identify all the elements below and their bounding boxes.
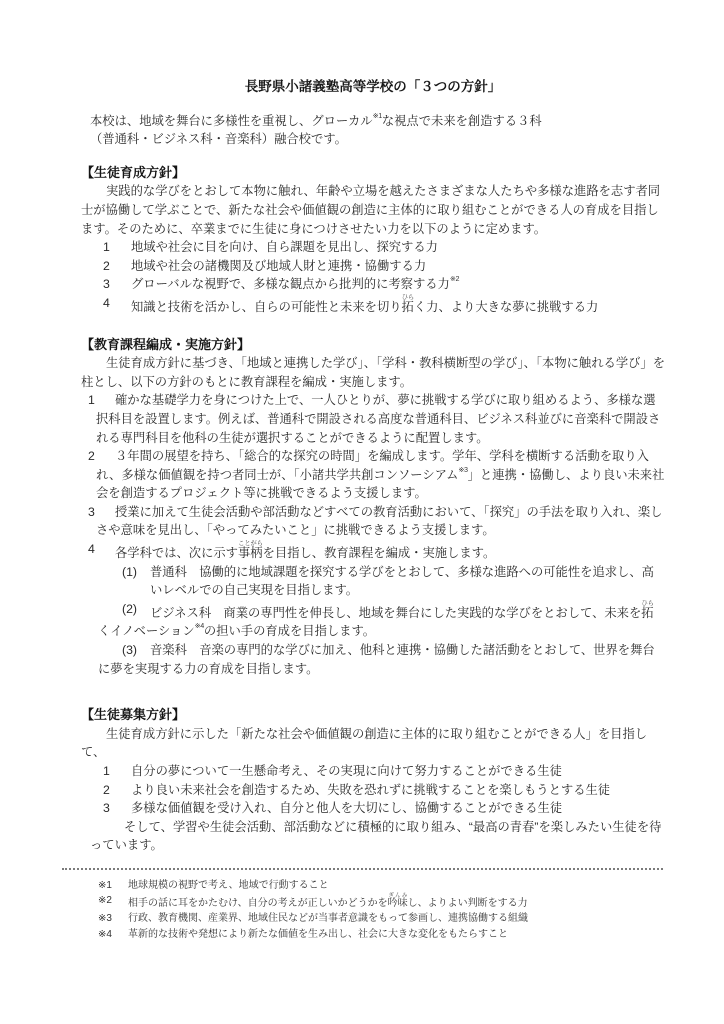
ruby-base: 拓 [641, 605, 654, 620]
list-item [81, 540, 665, 563]
item-text [131, 275, 665, 294]
footnote-text-pre: 相手の話に耳をかたむけ、自分の考えが正しいかどうかを [128, 898, 388, 910]
intro-paragraph [90, 112, 665, 149]
list-item [81, 447, 665, 503]
item-number: (3) [122, 643, 138, 658]
section-heading-ikusei: 【生徒育成方針】 [81, 164, 186, 180]
ruby-furigana: ひら [641, 599, 654, 607]
item-text: 地域や社会に目を向け、自ら課題を見出し、探究する力 [131, 240, 438, 255]
intro-text: 本校は、地域を舞台に多様性を重視し、グローカル [90, 113, 373, 128]
item-text [131, 294, 665, 317]
list-item [81, 238, 665, 257]
item-text: 授業に加えて生徒会活動や部活動などすべての教育活動において、「探究」の手法を取り入れ、楽しさや意味を見出し、「やってみたいこと」に挑戦できるよう支援します。 [96, 504, 663, 538]
footnote-4 [98, 927, 665, 942]
footnote-text [128, 893, 665, 911]
section-heading-katei: 【教育課程編成・実施方針】 [81, 336, 251, 352]
intro-line-1 [90, 112, 665, 131]
item-text-post: を目指し、教育課程を編成・実施します。 [262, 546, 496, 561]
footnotes [98, 878, 665, 942]
list-item [81, 294, 665, 317]
item-number: 1 [88, 393, 95, 408]
doc-title: 長野県小諸義塾高等学校の「３つの方針」 [244, 79, 502, 94]
ruby-ginmi [387, 893, 408, 910]
recruit-closing: そして、学習や生徒会活動、部活動などに積極的に取り組み、“最高の青春”を楽しみたい生徒を待っています。 [90, 819, 662, 853]
item-text-post: の担い手の育成を目指します。 [203, 624, 376, 639]
item-number: 1 [103, 764, 110, 778]
ruby-hiraku [401, 293, 414, 314]
item-number: 4 [103, 295, 110, 310]
list-item [81, 391, 665, 447]
footnote-1 [98, 878, 665, 893]
footnote-marker: ※1 [98, 879, 112, 891]
item-text: 確かな基礎学力を身につけた上で、一人ひとりが、夢に挑戦する学びに取り組めるよう、多様な選択科目を設置します。例えば、普通科で開設される高度な普通科目、ビジネス科並びに音楽科で開設される専門科目を他科の生徒が選択することができるように配置します。 [96, 393, 661, 445]
item-text: 普通科 協働的に地域課題を探究する学びをとおして、多様な進路への可能性を追求し、高いレベルでの自己実現を目指します。 [150, 564, 654, 598]
item-text: より良い未来社会を創造するため、失敗を恐れずに挑戦することを楽しもうとする生徒 [131, 782, 611, 797]
item-text-post: 」と連携・協働し、より良い未来社会を創造するプロジェクト等に挑戦できるよう支援します。 [96, 467, 665, 501]
item-number: 2 [103, 782, 110, 797]
footnote-marker: ※3 [98, 913, 112, 925]
ruby-kotogara [237, 540, 263, 561]
item-text: 自分の夢について一生懸命考え、その実現に向けて努力することができる生徒 [131, 764, 562, 778]
ruby-hiraku [641, 599, 654, 620]
item-text-pre: ３年間の展望を持ち、「総合的な探究の時間」を編成します。学年、学科を横断する活動を取り入れ、多様な価値観を持つ者同士が、「小諸共学共創コンソーシアム [96, 449, 649, 482]
boshu-paragraph: 生徒育成方針に示した「新たな社会や価値観の創造に主体的に取り組むことができる人」を目指して、 [81, 726, 648, 760]
item-number: (2) [122, 601, 138, 616]
item-text-pre: ビジネス科 商業の専門性を伸長し、地域を舞台にした実践的な学びをとおして、未来を [150, 605, 642, 620]
item-text-mid: くイノベーション [98, 624, 195, 639]
list-item [81, 275, 665, 294]
intro-text-cont: な視点で未来を創造する３科 [381, 113, 542, 128]
ruby-furigana: ぎんみ [387, 893, 408, 900]
list-item [81, 257, 665, 276]
ruby-furigana: ひら [401, 293, 414, 301]
footnote-text: 革新的な技術や発想により新たな価値を生み出し、社会に大きな変化をもたらすこと [128, 928, 508, 940]
sub-list-item-ongaku [81, 641, 665, 678]
note-ref-3: ※3 [458, 464, 468, 474]
list-item [81, 781, 665, 800]
footnote-3 [98, 911, 665, 926]
item-number: 2 [88, 449, 95, 464]
item-text [98, 599, 654, 639]
footnote-marker: ※4 [98, 928, 112, 940]
footnote-2 [98, 893, 665, 911]
list-item [81, 762, 665, 781]
item-number: 3 [103, 277, 110, 292]
item-text-pre: 知識と技術を活かし、自らの可能性と未来を切り [131, 299, 402, 314]
item-text [96, 449, 664, 500]
item-number: 2 [103, 258, 110, 273]
ruby-base: 事柄 [237, 546, 263, 561]
item-text: 地域や社会の諸機関及び地域人財と連携・協働する力 [131, 258, 427, 273]
sub-list-item-futsuka [81, 563, 665, 600]
sub-list-item-business [81, 600, 665, 641]
item-text-post: く力、より大きな夢に挑戦する力 [413, 299, 599, 314]
note-ref-1: ※1 [372, 110, 382, 120]
list-item [81, 503, 665, 540]
ruby-base: 吟味 [387, 898, 408, 910]
item-number: 1 [103, 240, 110, 255]
katei-paragraph: 生徒育成方針に基づき、「地域と連携した学び」、「学科・教科横断型の学び」、「本物に触れる学び」を柱とし、以下の方針のもとに教育課程を編成・実施します。 [81, 356, 666, 389]
item-text-main: グローバルな視野で、多様な観点から批判的に考察する力 [131, 277, 450, 292]
document-content [81, 78, 665, 942]
item-number: 3 [103, 801, 110, 816]
footnote-marker: ※2 [98, 895, 112, 907]
item-number: (1) [122, 564, 138, 579]
item-text [115, 540, 496, 561]
footnote-text: 行政、教育機関、産業界、地域住民などが当事者意識をもって参画し、連携協働する組織 [128, 913, 528, 925]
list-item [81, 799, 665, 818]
footnote-divider [62, 868, 663, 870]
item-text: 多様な価値観を受け入れ、自分と他人を大切にし、協働することができる生徒 [131, 801, 563, 816]
item-text-pre: 各学科では、次に示す [115, 546, 238, 561]
note-ref-4: ※4 [194, 621, 204, 631]
intro-line-2: （普通科・ビジネス科・音楽科）融合校です。 [90, 132, 347, 147]
section-heading-boshu: 【生徒募集方針】 [81, 707, 186, 723]
ruby-furigana: ことがら [237, 540, 263, 548]
note-ref-2: ※2 [449, 274, 460, 284]
item-text: 音楽科 音楽の専門的な学びに加え、他科と連携・協働した諸活動をとおして、世界を舞台に夢を実現する力の育成を目指します。 [98, 643, 655, 676]
footnote-text-post: し、よりよい判断をする力 [407, 898, 528, 910]
item-number: 3 [88, 504, 95, 519]
item-number: 4 [88, 542, 95, 557]
ikusei-paragraph: 実践的な学びをとおして本物に触れ、年齢や立場を越えたさまざまな人たちや多様な進路を志す者同士が協働して学ぶことで、新たな社会や価値観の創造に主体的に取り組むことができる人の育成を目指します。そのために、卒業までに生徒に身につけさせたい力を以下のように定めます。 [81, 184, 661, 236]
footnote-text: 地球規模の視野で考え、地域で行動すること [128, 879, 329, 891]
ruby-base: 拓 [401, 299, 414, 314]
